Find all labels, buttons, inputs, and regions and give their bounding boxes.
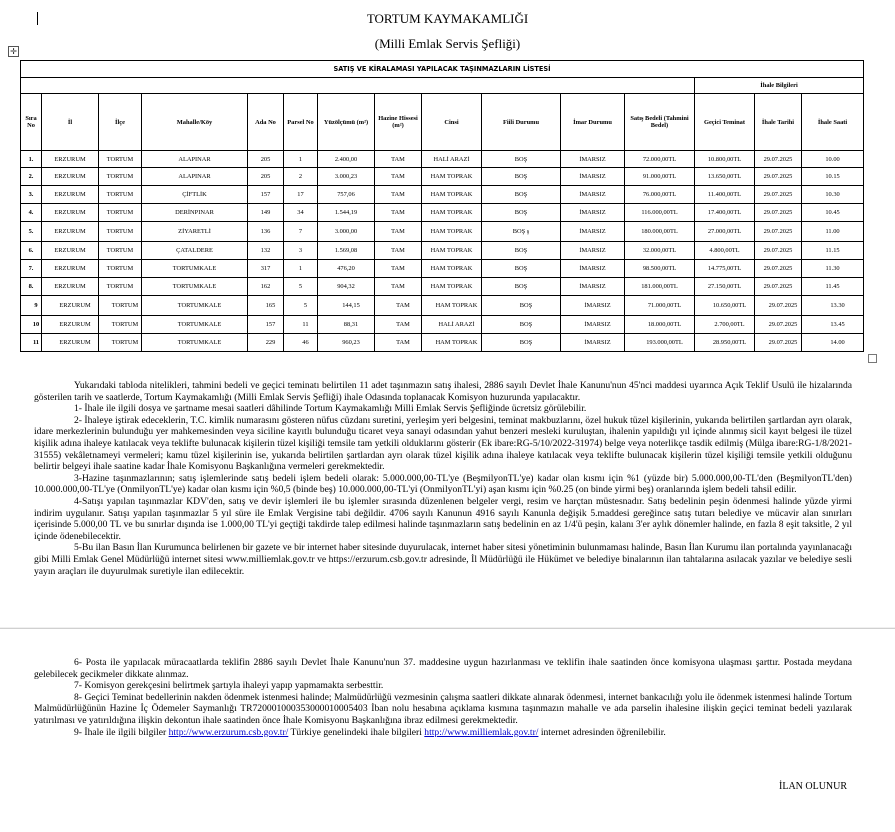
table-cell: BOŞ: [482, 260, 561, 278]
table-cell: 229: [253, 334, 289, 352]
table-cell: 205: [248, 151, 284, 168]
column-header: İhale Tarihi: [755, 94, 802, 151]
table-cell: 29.07.2025: [755, 242, 802, 260]
column-header: Geçici Teminat: [695, 94, 755, 151]
table-cell: 5.: [21, 222, 42, 242]
table-cell: 1.544,19: [318, 204, 375, 222]
table-cell: TORTUM: [99, 278, 142, 296]
table-row: [21, 204, 864, 222]
table-cell: 1.569,08: [318, 242, 375, 260]
table-cell: 2: [284, 168, 318, 186]
table-cell: ERZURUM: [47, 316, 104, 334]
table-cell: 18.000,00TL: [630, 316, 700, 334]
table-cell: TORTUM: [104, 296, 147, 316]
table-cell: BOŞ ş: [482, 222, 561, 242]
table-row: [21, 334, 864, 352]
table-move-handle-icon[interactable]: ✛: [8, 46, 19, 57]
table-cell: 136: [248, 222, 284, 242]
table-cell: 11.15: [802, 242, 864, 260]
page-break-line: [0, 628, 895, 629]
table-cell: 13.30: [807, 296, 869, 316]
table-cell: HAM TOPRAK: [422, 260, 482, 278]
table-cell: HAM TOPRAK: [422, 222, 482, 242]
column-header: Fiili Durumu: [482, 94, 561, 151]
table-cell: TAM: [375, 204, 422, 222]
column-header: Hazine Hissesi (m²): [375, 94, 422, 151]
column-header: İl: [42, 94, 99, 151]
table-cell: 10.30: [802, 186, 864, 204]
table-cell: 71.000,00TL: [630, 296, 700, 316]
table-cell: HAM TOPRAK: [422, 242, 482, 260]
table-cell: ERZURUM: [42, 186, 99, 204]
table-cell: 904,32: [318, 278, 375, 296]
table-cell: BOŞ: [487, 316, 566, 334]
table-cell: BOŞ: [487, 296, 566, 316]
table-cell: 29.07.2025: [760, 316, 807, 334]
table-cell: TORTUMKALE: [147, 334, 253, 352]
table-cell: 149: [248, 204, 284, 222]
table-cell: ERZURUM: [42, 242, 99, 260]
table-cell: ERZURUM: [42, 278, 99, 296]
column-header: Sıra No: [21, 94, 42, 151]
table-cell: İMARSIZ: [561, 151, 625, 168]
table-cell: TORTUM: [99, 222, 142, 242]
table-cell: TORTUMKALE: [147, 316, 253, 334]
table-cell: 757,06: [318, 186, 375, 204]
table-cell: 157: [248, 186, 284, 204]
table-cell: İMARSIZ: [566, 296, 630, 316]
table-cell: 14.775,00TL: [695, 260, 755, 278]
table-cell: 181.000,00TL: [625, 278, 695, 296]
table-cell: 29.07.2025: [760, 334, 807, 352]
table-cell: TORTUM: [104, 334, 147, 352]
paragraph-3: 3-Hazine taşınmazlarının; satış işlemlerinde satış bedeli işlem bedeli olarak: 5.000.000,00-TL'ye (BeşmilyonTL'ye) kadar olan kısmı için %1 (yüzde bir) 5.000.000,00-TL'den (BeşmilyonTL'den) 10.000.000,00-TL'ye (OnmilyonTL'ye) kadar olan kısmı için %0,5 (binde beş) 10.000.000,00-TL'yi (OnmilyonTL'yi) aşan kısmı için %0.25 (on binde yirmi beş) oranlarında işlem bedeli tahsil edilir.: [34, 472, 852, 496]
paragraph-4: 4-Satışı yapılan taşınmazlar KDV'den, satış ve devir işlemleri ile bu işlemler sırasında düzenlenen belgeler vergi, resim ve harçtan müstesnadır. Satış bedelinin peşin ödenmesi halinde yüzde yirmi indirim uygulanır. Satışı yapılan taşınmazlar 5 yıl süre ile Emlak Vergisine tabi değildir. 4706 sayılı Kanunun 4916 sayılı Kanunla değişik 5.maddesi gereğince satış tutarı belediye ve mücavir alan sınırları içerisinde 5.000,00 TL ve bu sınırlar dışında ise 1.000,00 TL'yi geçtiği takdirde talep edilmesi halinde taşınmazların satış bedelinin en az 1/4'ü peşin, kalanı 3'er aylık dönemler halinde, en fazla 8 eşit taksitle, 2 yıl içinde ödenebilecektir.: [34, 495, 852, 542]
table-resize-handle-icon[interactable]: [868, 354, 877, 363]
table-cell: ALAPINAR: [142, 151, 248, 168]
table-cell: 29.07.2025: [755, 168, 802, 186]
table-cell: 10.15: [802, 168, 864, 186]
table-cell: TORTUM: [99, 204, 142, 222]
table-cell: İMARSIZ: [561, 204, 625, 222]
paragraph-2: 2- İhaleye iştirak edeceklerin, T.C. kimlik numarasını gösteren nüfus cüzdanı suretini, yerleşim yeri belgesini, teminat makbuzlarını, özel hukuk tüzel kişilerinin, yukarıda belirtilen şartlardan ayrı olarak, idare merkezlerinin bulunduğu yer mahkemesinden veya siciline kayıtlı bulunduğu ticaret veya sanayi odasından yahut benzeri mesleki kuruluştan, ihalenin yapıldığı yıl içinde alınmış sicil kayıt belgesi ile tüzel kişilik adına ihaleye katılacak veya teklifte bulunacak kişilerin tüzel kişiliği temsile tam yetkili olduklarını gösterir (Ek ibare:RG-5/10/2022-31974) belge veya noterlikçe tasdik edilmiş (Mülga ibare:RG-1/8/2021-31555) vekâletnameyi vermeleri; kamu tüzel kişilerinin ise, yukarıda belirtilen şartlardan ayrı olarak tüzel kişilik adına ihaleye katılacak veya teklifte bulunacak kişilerin tüzel kişiliği temsile yetkili olduğunu belirtir belgeyi ihale saatine kadar İhale Komisyonu Başkanlığına vermeleri gerekmektedir.: [34, 414, 852, 473]
table-cell: 11: [289, 316, 323, 334]
table-cell: İMARSIZ: [566, 316, 630, 334]
table-cell: 29.07.2025: [755, 204, 802, 222]
column-header: Cinsi: [422, 94, 482, 151]
table-cell: ERZURUM: [42, 260, 99, 278]
table-cell: TAM: [380, 316, 427, 334]
table-cell: 2.: [21, 168, 42, 186]
table-cell: ERZURUM: [42, 151, 99, 168]
table-cell: TORTUM: [99, 168, 142, 186]
table-cell: 14.00: [807, 334, 869, 352]
table-cell: BOŞ: [487, 334, 566, 352]
table-cell: TAM: [375, 278, 422, 296]
table-cell: TORTUM: [99, 242, 142, 260]
paragraph-9-prefix: 9- İhale ile ilgili bilgiler: [74, 726, 169, 738]
table-cell: 91.000,00TL: [625, 168, 695, 186]
table-cell: 46: [289, 334, 323, 352]
table-cell: 10.45: [802, 204, 864, 222]
table-row: [21, 186, 864, 204]
paragraph-9-suffix: internet adresinden öğrenilebilir.: [538, 726, 666, 738]
table-cell: TORTUM: [99, 151, 142, 168]
document-subtitle: (Milli Emlak Servis Şefliği): [374, 36, 521, 51]
table-cell: 1: [284, 151, 318, 168]
column-header: Ada No: [248, 94, 284, 151]
table-cell: İMARSIZ: [561, 222, 625, 242]
table-cell: 9: [26, 296, 47, 316]
table-cell: TORTUMKALE: [147, 296, 253, 316]
table-cell: 29.07.2025: [760, 296, 807, 316]
column-header: Satış Bedeli (Tahmini Bedel): [625, 94, 695, 151]
table-cell: 29.07.2025: [755, 222, 802, 242]
body-text-block-2: [34, 657, 852, 738]
table-cell: TAM: [380, 296, 427, 316]
table-cell: 11: [26, 334, 47, 352]
paragraph-6: 6- Posta ile yapılacak müracaatlarda teklifin 2886 sayılı Devlet İhale Kanunu'nun 37. maddesine uygun hazırlanması ve teklifin ihale saatinden önce komisyona ulaşması şarttır. Postada meydana gelebilecek gecikmeler dikkate alınmaz.: [34, 657, 852, 680]
table-cell: BOŞ: [482, 186, 561, 204]
table-cell: HAM TOPRAK: [422, 168, 482, 186]
table-cell: İMARSIZ: [561, 278, 625, 296]
table-body: [21, 151, 864, 352]
table-row: [21, 151, 864, 168]
table-cell: TORTUM: [104, 316, 147, 334]
table-cell: ZİYARETLİ: [142, 222, 248, 242]
table-cell: TAM: [375, 242, 422, 260]
table-cell: 3.000,00: [318, 222, 375, 242]
table-cell: HALİ ARAZİ: [422, 151, 482, 168]
table-cell: ERZURUM: [47, 296, 104, 316]
table-cell: HALİ ARAZİ: [427, 316, 487, 334]
paragraph-9: [34, 727, 852, 739]
table-cell: 7: [284, 222, 318, 242]
table-cell: ÇİFTLİK: [142, 186, 248, 204]
table-cell: 27.000,00TL: [695, 222, 755, 242]
document-title: TORTUM KAYMAKAMLIĞI: [366, 11, 529, 26]
table-cell: DERİNPINAR: [142, 204, 248, 222]
body-text-block-1: [34, 380, 852, 577]
table-cell: 10.00: [802, 151, 864, 168]
column-header: İlçe: [99, 94, 142, 151]
table-cell: 34: [284, 204, 318, 222]
table-cell: ERZURUM: [47, 334, 104, 352]
table-cell: 11.400,00TL: [695, 186, 755, 204]
table-row: [21, 260, 864, 278]
table-cell: 29.07.2025: [755, 186, 802, 204]
table-cell: 8.: [21, 278, 42, 296]
table-cell: 28.950,00TL: [700, 334, 760, 352]
paragraph-1: 1- İhale ile ilgili dosya ve şartname mesai saatleri dâhilinde Tortum Kaymakamlığı Milli Emlak Servis Şefliğinde ücretsiz görülebilir.: [74, 403, 587, 415]
table-cell: İMARSIZ: [561, 260, 625, 278]
table-row: [21, 242, 864, 260]
table-cell: İMARSIZ: [561, 168, 625, 186]
table-cell: 180.000,00TL: [625, 222, 695, 242]
table-cell: 116.000,00TL: [625, 204, 695, 222]
table-cell: İMARSIZ: [561, 186, 625, 204]
table-cell: 13.45: [807, 316, 869, 334]
table-cell: BOŞ: [482, 204, 561, 222]
table-cell: TORTUM: [99, 186, 142, 204]
table-cell: 2.400,00: [318, 151, 375, 168]
table-cell: TAM: [375, 260, 422, 278]
table-cell: 11.30: [802, 260, 864, 278]
table-cell: 10.800,00TL: [695, 151, 755, 168]
table-cell: TAM: [375, 186, 422, 204]
table-cell: 7.: [21, 260, 42, 278]
table-cell: HAM TOPRAK: [422, 204, 482, 222]
table-cell: TAM: [380, 334, 427, 352]
table-cell: 88,31: [323, 316, 380, 334]
table-cell: TORTUMKALE: [142, 260, 248, 278]
table-cell: 205: [248, 168, 284, 186]
table-cell: 317: [248, 260, 284, 278]
table-cell: 27.150,00TL: [695, 278, 755, 296]
column-header: Parsel No: [284, 94, 318, 151]
table-cell: 4.800,00TL: [695, 242, 755, 260]
table-cell: HAM TOPRAK: [422, 186, 482, 204]
table-cell: 162: [248, 278, 284, 296]
intro-paragraph: Yukarıdaki tabloda nitelikleri, tahmini bedeli ve geçici teminatı belirtilen 11 adet taşınmazın satış ihalesi, 2886 sayılı Devlet İhale Kanunu'nun 45'nci maddesi uyarınca Açık Teklif Usulü ile hizalarında gösterilen tarih ve saatlerde, Tortum Kaymakamlığı (Milli Emlak Servis Şefliği) ihale Odasında toplanacak Komisyon huzurunda yapılacaktır.: [34, 380, 852, 403]
table-cell: 72.000,00TL: [625, 151, 695, 168]
table-cell: 17.400,00TL: [695, 204, 755, 222]
table-cell: BOŞ: [482, 151, 561, 168]
table-header-spacer: [21, 78, 695, 94]
table-cell: 29.07.2025: [755, 260, 802, 278]
paragraph-5: 5-Bu ilan Basın İlan Kurumunca belirlenen bir gazete ve bir internet haber sitesinde duyurulacak, internet haber sitesi yönetiminin bulunmaması halinde, Basın İlan Kurumu ilan portalında yayınlanacağı gibi Milli Emlak Genel Müdürlüğü internet sitesi www.milliemlak.gov.tr ve https://erzurum.csb.gov.tr adresinde, İl Müdürlüğü ile Hükümet ve belediye binalarının ilan tahtalarına asılacak yazılar ve belediye sesli yayın araçları ile duyurulmak suretiyle ilan edilecektir.: [34, 542, 852, 577]
table-cell: 10.650,00TL: [700, 296, 760, 316]
table-cell: 193.000,00TL: [630, 334, 700, 352]
table-cell: 32.000,00TL: [625, 242, 695, 260]
erzurum-csb-link[interactable]: http://www.erzurum.csb.gov.tr/: [168, 726, 289, 738]
table-cell: 98.500,00TL: [625, 260, 695, 278]
paragraph-8: 8- Geçici Teminat bedellerinin nakden ödenmek istenmesi halinde; Malmüdürlüğü vezmesinin çalışma saatleri dikkate alınarak ödenmesi, internet bankacılığı yolu ile ödenmek istenmesi halinde Tortum Malmüdürlüğünün Hazine İç Ödemeler Saymanlığı TR720001000353000010005403 İban nolu hesabına açıklama kısmına taşınmazın mahalle ve ada parselin ihalesine ilişkin geçici teminat bedeli yazılarak yatırılması ve yatırıldığına ilişkin dekontun ihale saatinden önce İhale Komisyonu Başkanlığına ibraz edilmesi gerekmektedir.: [34, 691, 852, 726]
table-cell: 13.650,00TL: [695, 168, 755, 186]
table-cell: 3.: [21, 186, 42, 204]
table-row: [21, 222, 864, 242]
column-header: Yüzölçümü (m²): [318, 94, 375, 151]
table-cell: ERZURUM: [42, 204, 99, 222]
column-header: Mahalle/Köy: [142, 94, 248, 151]
table-cell: ÇATALDERE: [142, 242, 248, 260]
table-row: [21, 278, 864, 296]
ihale-group-header: İhale Bilgileri: [695, 78, 864, 94]
table-cell: 29.07.2025: [755, 151, 802, 168]
table-cell: 3: [284, 242, 318, 260]
table-cell: BOŞ: [482, 242, 561, 260]
milliemlak-link[interactable]: http://www.milliemlak.gov.tr/: [424, 726, 539, 738]
table-cell: 960,23: [323, 334, 380, 352]
table-cell: İMARSIZ: [566, 334, 630, 352]
table-row: [21, 316, 864, 334]
table-cell: 476,20: [318, 260, 375, 278]
paragraph-9-middle: Türkiye genelindeki ihale bilgileri: [288, 726, 425, 738]
table-header-row: [21, 94, 864, 151]
table-cell: TAM: [375, 222, 422, 242]
table-cell: 5: [289, 296, 323, 316]
table-cell: TORTUM: [99, 260, 142, 278]
table-caption: SATIŞ VE KİRALAMASI YAPILACAK TAŞINMAZLARIN LİSTESİ: [21, 61, 864, 78]
table-cell: BOŞ: [482, 168, 561, 186]
table-cell: 11.00: [802, 222, 864, 242]
table-cell: 29.07.2025: [755, 278, 802, 296]
paragraph-7: 7- Komisyon gerekçesini belirtmek şartıyla ihaleyi yapıp yapmamakta serbesttir.: [74, 680, 384, 692]
table-row: [21, 296, 864, 316]
table-cell: İMARSIZ: [561, 242, 625, 260]
table-cell: HAM TOPRAK: [427, 296, 487, 316]
table-cell: 165: [253, 296, 289, 316]
table-row: [21, 168, 864, 186]
closing-text: İLAN OLUNUR: [779, 781, 848, 792]
table-cell: ALAPINAR: [142, 168, 248, 186]
table-cell: 144,15: [323, 296, 380, 316]
table-cell: 11.45: [802, 278, 864, 296]
table-cell: HAM TOPRAK: [427, 334, 487, 352]
table-cell: 10: [26, 316, 47, 334]
property-table: [20, 60, 864, 352]
table-cell: BOŞ: [482, 278, 561, 296]
table-cell: 132: [248, 242, 284, 260]
column-header: İmar Durumu: [561, 94, 625, 151]
table-cell: 6.: [21, 242, 42, 260]
table-cell: HAM TOPRAK: [422, 278, 482, 296]
table-cell: 17: [284, 186, 318, 204]
table-cell: ERZURUM: [42, 168, 99, 186]
table-cell: 2.700,00TL: [700, 316, 760, 334]
table-cell: 1.: [21, 151, 42, 168]
table-cell: ERZURUM: [42, 222, 99, 242]
column-header: İhale Saati: [802, 94, 864, 151]
table-cell: TAM: [375, 168, 422, 186]
table-cell: 1: [284, 260, 318, 278]
table-cell: TAM: [375, 151, 422, 168]
table-cell: 157: [253, 316, 289, 334]
table-cell: 76.000,00TL: [625, 186, 695, 204]
table-cell: 5: [284, 278, 318, 296]
table-cell: 4.: [21, 204, 42, 222]
table-cell: 3.000,23: [318, 168, 375, 186]
table-cell: TORTUMKALE: [142, 278, 248, 296]
